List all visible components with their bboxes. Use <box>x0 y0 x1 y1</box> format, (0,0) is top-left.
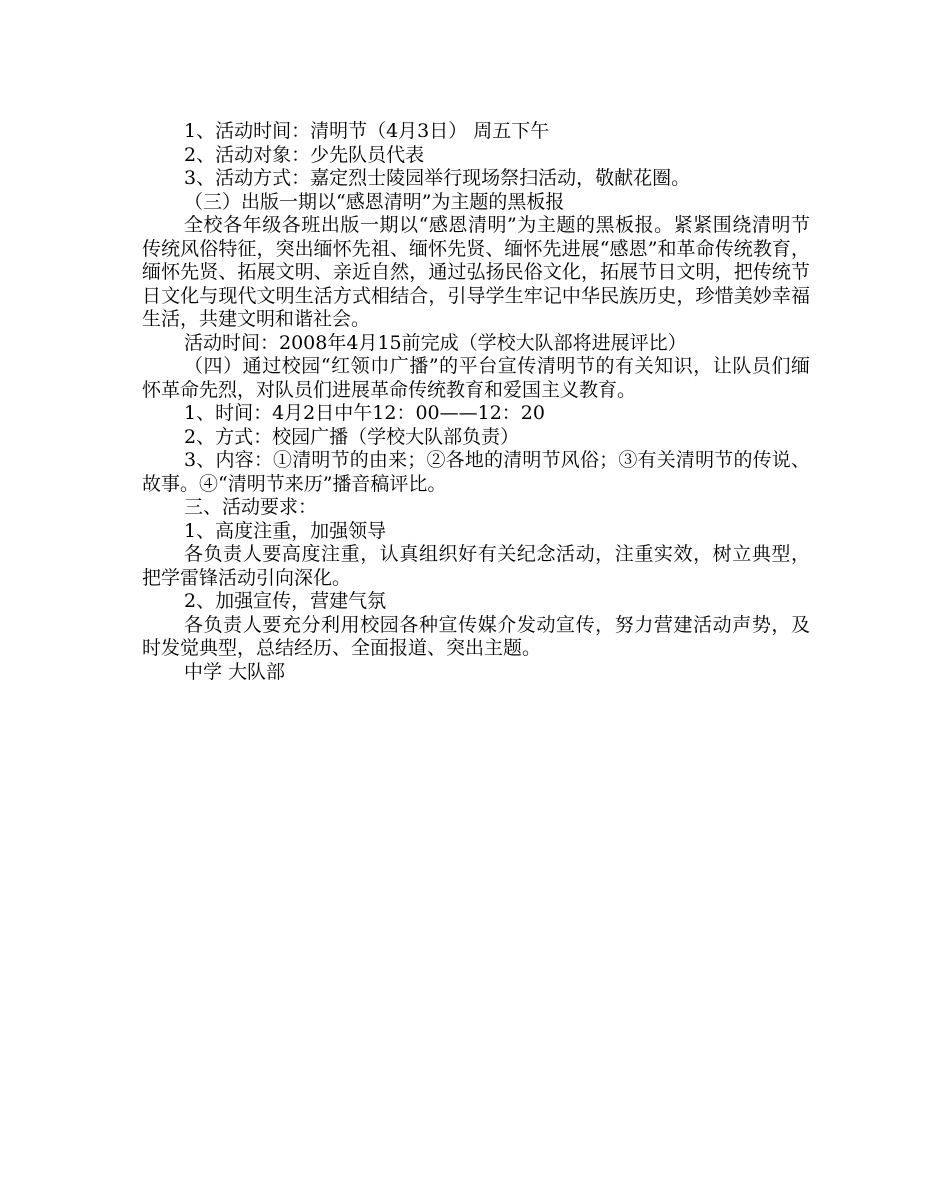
document-body <box>142 120 810 684</box>
requirement-one-heading: 1、高度注重，加强领导 <box>184 519 387 542</box>
blackboard-deadline: 活动时间：2008年4月15前完成（学校大队部将进展评比） <box>184 331 687 354</box>
activity-method-item: 3、活动方式：嘉定烈士陵园举行现场祭扫活动，敬献花圈。 <box>184 167 691 189</box>
requirement-one-body: 各负责人要高度注重，认真组织好有关纪念活动，注重实效，树立典型，把学雷锋活动引向深化。 <box>142 543 810 589</box>
requirement-two-body: 各负责人要充分利用校园各种宣传媒介发动宣传，努力营建活动声势，及时发觉典型，总结经历、全面报道、突出主题。 <box>142 613 810 659</box>
activity-target-item: 2、活动对象：少先队员代表 <box>184 143 425 166</box>
requirements-heading: 三、活动要求： <box>184 496 318 518</box>
broadcast-content-item: 3、内容：①清明节的由来；②各地的清明节风俗；③有关清明节的传说、故事。④“清明节来历”播音稿评比。 <box>142 449 810 495</box>
broadcast-method-item: 2、方式：校园广播（学校大队部负责） <box>184 425 520 448</box>
blackboard-paragraph: 全校各年级各班出版一期以“感恩清明”为主题的黑板报。紧紧围绕清明节传统风俗特征，突出缅怀先祖、缅怀先贤、缅怀先进展“感恩”和革命传统教育，缅怀先贤、拓展文明、亲近自然，通过弘扬民俗文化，拓展节日文明，把传统节日文化与现代文明生活方式相结合，引导学生牢记中华民族历史，珍惜美妙幸福生活，共建文明和谐社会。 <box>142 214 810 330</box>
section-three-heading: （三）出版一期以“感恩清明”为主题的黑板报 <box>184 190 565 213</box>
requirement-two-heading: 2、加强宣传，营建气氛 <box>184 590 387 612</box>
section-four-paragraph: （四）通过校园“红领巾广播”的平台宣传清明节的有关知识，让队员们缅怀革命先烈，对队员们进展革命传统教育和爱国主义教育。 <box>142 355 810 401</box>
signature-line: 中学 大队部 <box>184 660 286 683</box>
broadcast-time-item: 1、时间：4月2日中午12：00——12：20 <box>184 402 545 424</box>
activity-time-item: 1、活动时间：清明节（4月3日） 周五下午 <box>184 120 550 142</box>
